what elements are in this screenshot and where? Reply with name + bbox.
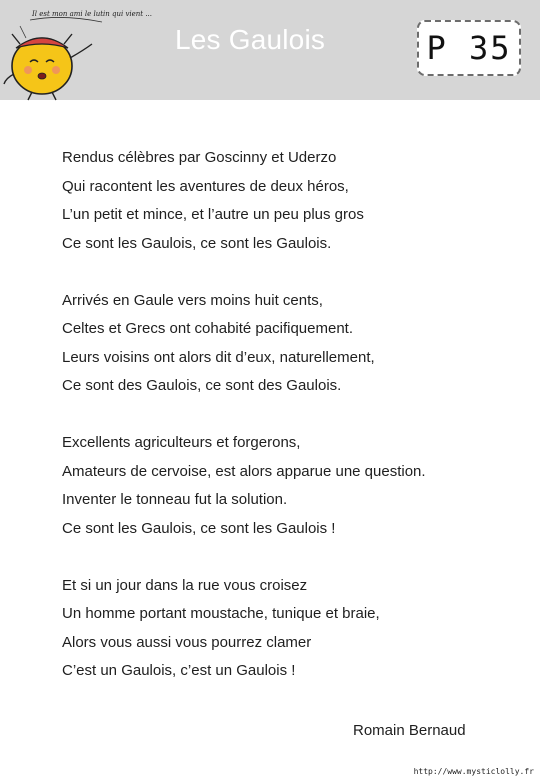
poem-line: Amateurs de cervoise, est alors apparue une question. (62, 462, 426, 480)
footer-url[interactable]: http://www.mysticlolly.fr (413, 767, 534, 776)
poem-line: Leurs voisins ont alors dit d’eux, naturellement, (62, 348, 375, 366)
poem-line: C’est un Gaulois, c’est un Gaulois ! (62, 662, 296, 679)
poem-line: Arrivés en Gaule vers moins huit cents, (62, 291, 323, 309)
page-number-badge: P 35 (417, 20, 521, 76)
poem-body (62, 144, 502, 714)
stanza (62, 144, 502, 258)
mascot-illustration (2, 4, 153, 104)
poem-line: Rendus célèbres par Goscinny et Uderzo (62, 149, 337, 166)
poem-line: Qui racontent les aventures de deux héros, (62, 177, 349, 195)
poem-line: L’un petit et mince, et l’autre un peu plus gros (62, 206, 364, 223)
poem-line: Excellents agriculteurs et forgerons, (62, 434, 301, 451)
poem-line: Un homme portant moustache, tunique et braie, (62, 605, 380, 622)
poem-line: Inventer le tonneau fut la solution. (62, 491, 288, 508)
poem-author: Romain Bernaud (353, 722, 466, 739)
mascot-speech: Il est mon ami le lutin qui vient ... (32, 10, 153, 18)
poem-line: Ce sont les Gaulois, ce sont les Gaulois ! (62, 519, 336, 537)
page-title: Les Gaulois (175, 24, 326, 55)
poem-line: Alors vous aussi vous pourrez clamer (62, 633, 312, 651)
stanza (62, 287, 502, 401)
poem-line: Ce sont les Gaulois, ce sont les Gaulois. (62, 234, 332, 252)
poem-line: Celtes et Grecs ont cohabité pacifiquement. (62, 320, 353, 337)
stanza (62, 572, 502, 686)
poem-line: Ce sont des Gaulois, ce sont des Gaulois. (62, 377, 342, 394)
stanza (62, 429, 502, 543)
poem-line: Et si un jour dans la rue vous croisez (62, 576, 308, 594)
